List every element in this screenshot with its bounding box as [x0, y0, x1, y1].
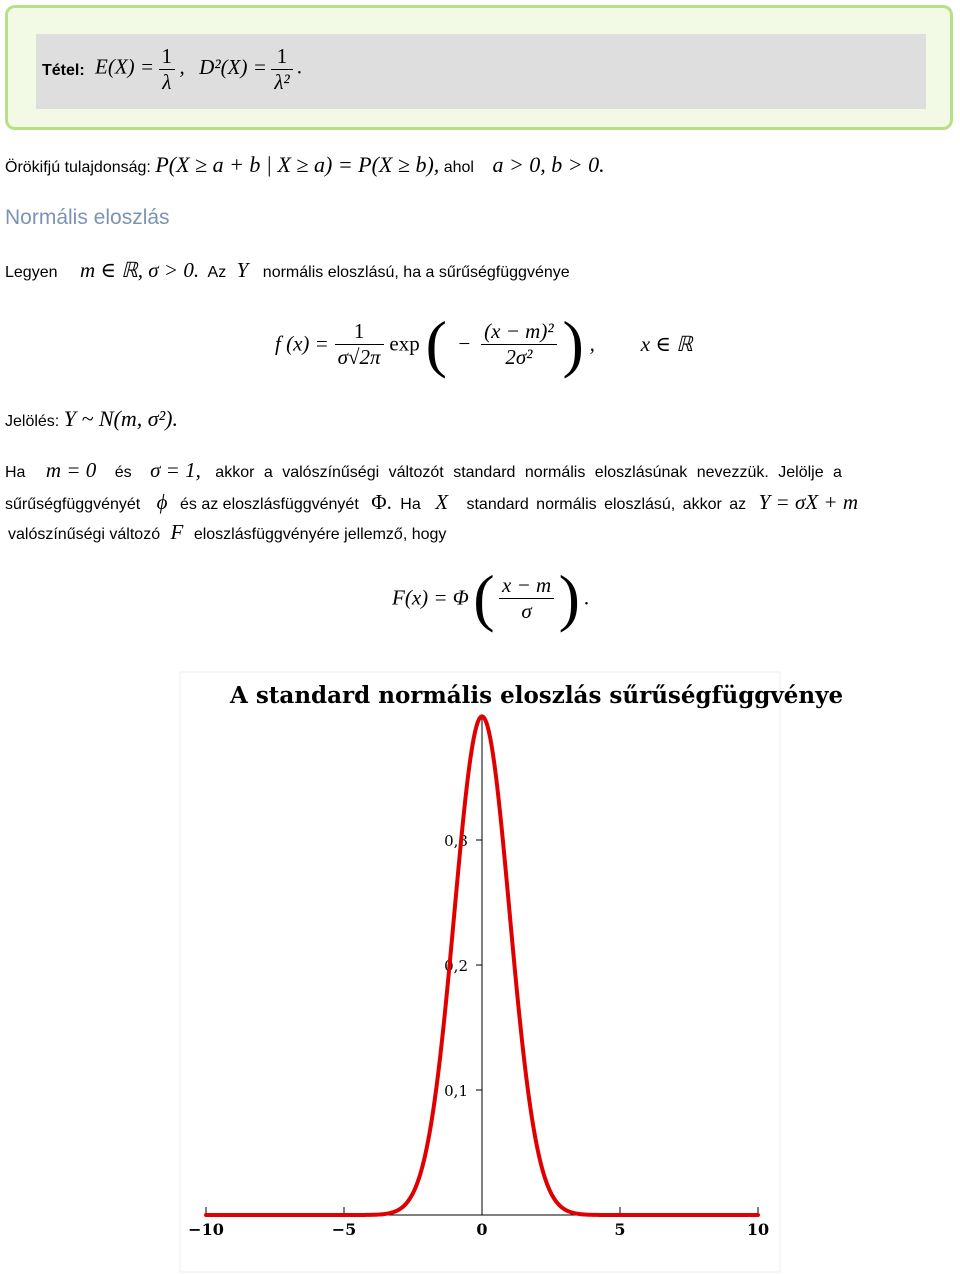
- cdf-left-paren: (: [473, 562, 495, 633]
- y-tick-label: 0,3: [444, 832, 468, 850]
- left-paren: (: [425, 308, 447, 379]
- paragraph-line-1: [5, 458, 957, 483]
- cdf-lhs: F(x) = Φ: [392, 585, 469, 610]
- paragraph-line-1-rest: akkor a valószínűségi változót standard normális eloszlásúnak nevezzük. Jelölje a: [215, 464, 842, 481]
- jeloles-word: Jelölés:: [5, 413, 60, 430]
- paragraph-line-2-start: sűrűségfüggvényét: [5, 496, 141, 513]
- ha-word: Ha: [5, 464, 26, 481]
- fraction-numerator: 1: [161, 44, 173, 68]
- fraction-numerator: 1: [276, 44, 288, 68]
- x-tick-label: −5: [331, 1220, 357, 1239]
- m-zero: m = 0: [45, 458, 97, 482]
- az-word: Az: [207, 264, 227, 281]
- f-variable: F: [170, 520, 184, 544]
- memoryless-line: [5, 152, 605, 178]
- x-variable: X: [435, 490, 449, 514]
- jeloles-line: [5, 406, 178, 432]
- theorem-formula: [95, 44, 302, 95]
- y-transform: Y = σX + m: [758, 490, 858, 514]
- fraction-denominator: σ: [499, 598, 554, 624]
- right-paren: ): [562, 308, 584, 379]
- paragraph-line-2: [5, 490, 858, 515]
- fraction-denominator: λ²: [271, 69, 292, 95]
- cdf-fraction: [499, 573, 554, 624]
- cdf-formula: [392, 562, 590, 633]
- paragraph-line-2-end: standard normális eloszlású, akkor az: [466, 496, 747, 513]
- theorem-label: Tétel:: [42, 62, 85, 79]
- paragraph-line-2-mid: és az eloszlásfüggvényét: [179, 496, 359, 513]
- expectation-lhs: E(X) =: [95, 54, 155, 79]
- variance-lhs: D²(X) =: [199, 54, 267, 79]
- sigma-one: σ = 1,: [150, 458, 201, 482]
- legyen-condition: m ∈ ℝ, σ > 0.: [79, 258, 200, 282]
- capital-phi-symbol: Φ.: [371, 490, 392, 514]
- fraction-denominator: λ: [159, 69, 176, 95]
- density-coefficient: [335, 319, 384, 370]
- legyen-line: [5, 258, 570, 283]
- density-formula: [275, 308, 693, 379]
- memoryless-formula: P(X ≥ a + b | X ≥ a) = P(X ≥ b),: [155, 152, 440, 177]
- phi-symbol: ϕ: [156, 490, 168, 514]
- fraction-denominator: 2σ²: [481, 344, 556, 370]
- ahol-word: ahol: [443, 159, 474, 176]
- exp-function: exp: [389, 331, 420, 356]
- y-tick-label: 0,1: [444, 1082, 468, 1100]
- cdf-right-paren: ): [558, 562, 580, 633]
- memoryless-condition: a > 0, b > 0.: [492, 152, 605, 177]
- fraction-denominator: σ√2π: [335, 344, 384, 370]
- density-domain: x ∈ ℝ: [640, 331, 693, 356]
- x-tick-label: −10: [188, 1220, 224, 1239]
- x-tick-label: 0: [476, 1220, 488, 1239]
- legyen-rest: normális eloszlású, ha a sűrűségfüggvénye: [262, 264, 570, 281]
- expectation-fraction: [159, 44, 176, 95]
- jeloles-formula: Y ~ N(m, σ²).: [63, 406, 178, 431]
- density-chart: [180, 672, 844, 1272]
- period: .: [297, 54, 303, 79]
- memoryless-label: Örökifjú tulajdonság:: [5, 159, 151, 176]
- ha-word-2: Ha: [400, 496, 421, 513]
- x-tick-label: 10: [746, 1220, 770, 1239]
- fraction-numerator: 1: [353, 318, 365, 343]
- variance-fraction: [271, 44, 292, 95]
- minus-sign: −: [452, 331, 476, 356]
- es-word: és: [114, 464, 132, 481]
- legyen-word: Legyen: [5, 264, 58, 281]
- paragraph-line-3-start: valószínűségi változó: [8, 526, 161, 543]
- density-lhs: f (x) =: [275, 331, 329, 356]
- chart-title: A standard normális eloszlás sűrűségfüggvénye: [230, 682, 844, 709]
- section-title: Normális eloszlás: [5, 206, 170, 229]
- y-variable: Y: [236, 258, 249, 282]
- paragraph-line-3-end: eloszlásfüggvényére jellemző, hogy: [193, 526, 447, 543]
- fraction-numerator: (x − m)²: [484, 318, 554, 343]
- exponent-fraction: [481, 319, 556, 370]
- separator: ,: [179, 54, 185, 79]
- x-tick-label: 5: [614, 1220, 626, 1239]
- fraction-numerator: x − m: [502, 572, 552, 597]
- paragraph-line-3: [8, 520, 446, 545]
- y-tick-label: 0,2: [444, 957, 468, 975]
- chart-background: [180, 672, 780, 1272]
- density-comma: ,: [589, 331, 595, 356]
- cdf-period: .: [584, 585, 590, 610]
